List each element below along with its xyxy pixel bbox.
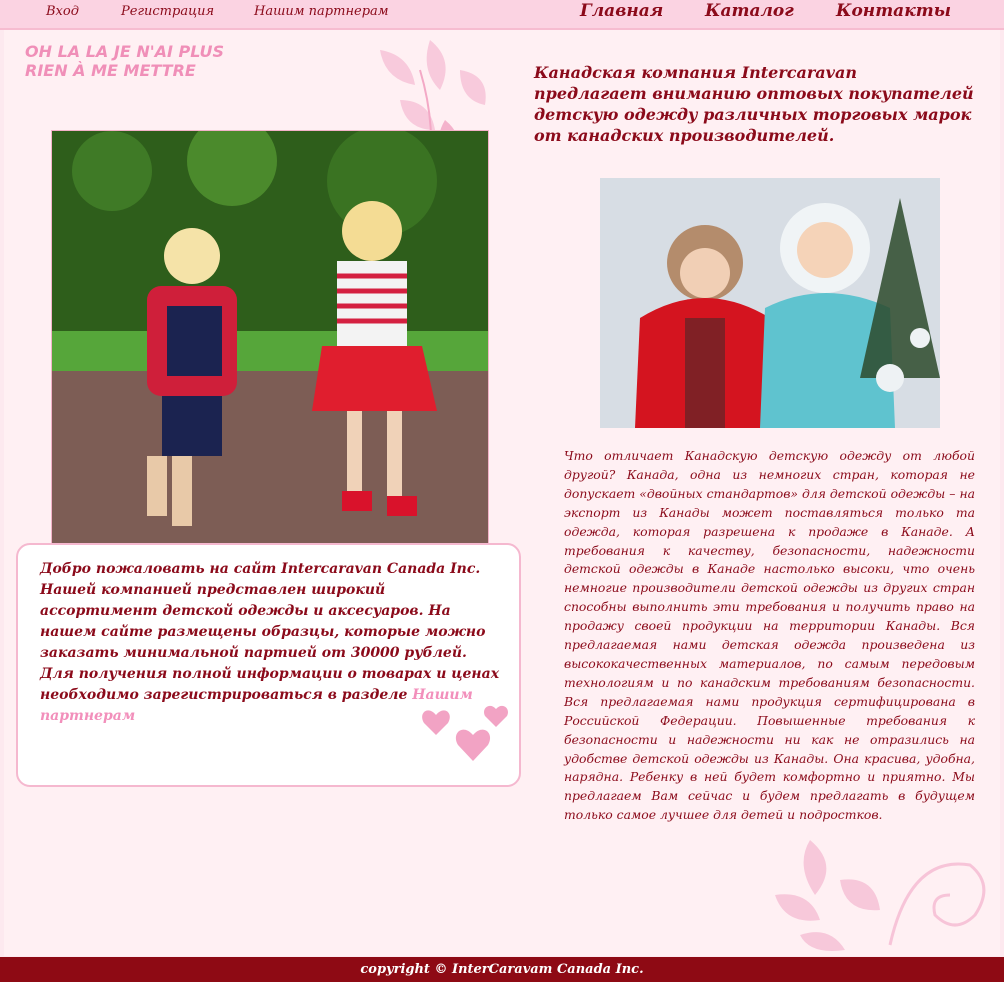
children-winter-illustration: [600, 178, 940, 428]
footer-bar: [0, 957, 1004, 982]
nav-register-link[interactable]: Регистрация: [121, 4, 215, 19]
copyright-text: copyright © InterCaravam Canada Inc.: [360, 962, 644, 977]
children-walking-photo: [51, 130, 489, 544]
top-nav-bar: [0, 0, 1004, 30]
welcome-paragraph: Добро пожаловать на сайт Intercaravan Canada Inc. Нашей компанией представлен широкий ассортимент детской одежды и аксесуаров. На нашем сайте размещены образцы, которые можно заказать минимальной партией от 30000 рублей. Для получения полной информации о товарах и ценах необходимо зарегистрироваться в разделе: [40, 561, 500, 703]
hearts-icon: [418, 705, 513, 775]
leaf-ornament-bottom: [770, 835, 1000, 955]
nav-catalog-link[interactable]: Каталог: [705, 1, 794, 21]
nav-login-link[interactable]: Вход: [46, 4, 79, 19]
welcome-box: [16, 543, 521, 787]
welcome-text: [40, 559, 500, 727]
nav-partners-link[interactable]: Нашим партнерам: [254, 4, 389, 19]
children-winter-photo: [600, 178, 940, 428]
nav-contacts-link[interactable]: Контакты: [836, 1, 951, 21]
company-heading: Канадская компания Intercaravan предлагает вниманию оптовых покупателей детскую одежду различных торговых марок от канадских производителей.: [534, 63, 974, 145]
welcome-partners-link[interactable]: Нашим партнерам: [40, 687, 473, 724]
description-text: Что отличает Канадскую детскую одежду от любой другой? Канада, одна из немногих стран, которая не допускает «двойных стандартов» для детской одежды – на экспорт из Канады может поставляться только та одежда, которая разрешена к продаже в Канаде. А требования к качеству, безопасности, надежности детской одежды в Канаде настолько высоки, что очень немногие производители детской одежды из других стран способны выполнить эти требования и получить право на продажу своей продукции на территории Канады. Вся предлагаемая нами детская одежда произведена из высококачественных материалов, по самым передовым технологиям и по канадским требованиям безопасности. Вся предлагаемая нами продукция сертифицирована в Российской Федерации. Повышенные требования к безопасности и надежности ни как не отразились на удобстве детской одежды из Канады. Она красива, удобна, нарядна. Ребенку в ней будет комфортно и приятно. Мы предлагаем Вам сейчас и будем предлагать в будущем только самое лучшее для детей и подростков.: [564, 448, 975, 823]
children-walking-illustration: [52, 131, 488, 543]
nav-home-link[interactable]: Главная: [580, 1, 664, 21]
slogan-text: OH LA LA JE N'AI PLUS RIEN À ME METTRE: [25, 42, 225, 80]
